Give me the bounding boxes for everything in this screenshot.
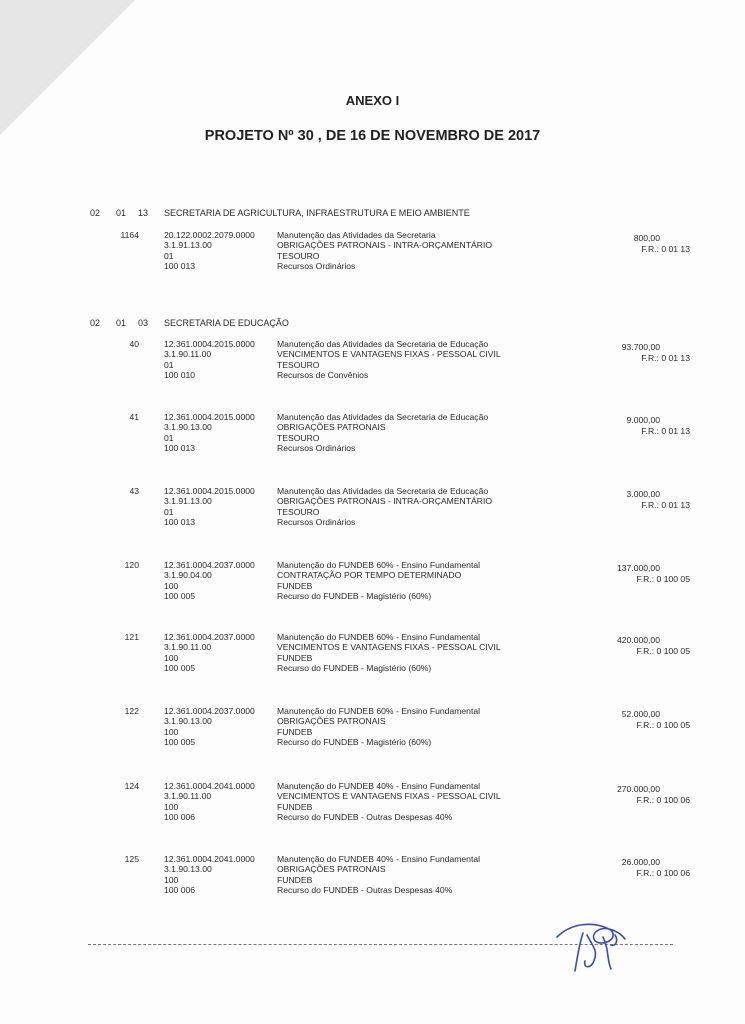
resource-code: 100 005 (164, 736, 196, 747)
entry-funding-source: F.R.: 0 100 06 (636, 868, 690, 878)
element-code: 3.1.90.11.00 (164, 642, 212, 653)
element-description: CONTRATAÇÃO POR TEMPO DETERMINADO (277, 570, 462, 581)
budget-entry (0, 632, 745, 680)
source-code: 100 (164, 874, 179, 885)
source-code: 100 (164, 652, 179, 663)
resource-description: Recurso do FUNDEB - Outras Despesas 40% (277, 811, 453, 822)
element-description: OBRIGAÇÕES PATRONAIS (277, 716, 386, 727)
budget-entry (0, 486, 745, 534)
entry-codes (164, 560, 255, 601)
entry-value: 137.000,00 (616, 563, 660, 573)
entry-number: 41 (129, 412, 139, 422)
program-description: Manutenção das Atividades da Secretaria de Educação (277, 412, 489, 422)
section-code-unit: 01 (116, 208, 127, 218)
source-code: 01 (164, 250, 174, 261)
entry-funding-source: F.R.: 0 100 06 (636, 795, 690, 805)
entry-value: 9.000,00 (626, 415, 660, 425)
entry-descriptions (277, 486, 492, 527)
program-code: 12.361.0004.2041.0000 (164, 854, 255, 864)
source-description: FUNDEB (277, 801, 313, 812)
signature (553, 915, 633, 977)
resource-description: Recurso do FUNDEB - Outras Despesas 40% (277, 884, 453, 895)
section-code-unit: 01 (116, 318, 127, 328)
source-code: 01 (164, 506, 174, 517)
entry-descriptions (277, 854, 480, 895)
resource-code: 100 013 (164, 260, 196, 271)
entry-value: 26.000,00 (621, 857, 660, 867)
element-code: 3.1.90.13.00 (164, 864, 212, 875)
entry-codes (164, 412, 255, 453)
entry-funding-source: F.R.: 0 01 13 (641, 244, 690, 254)
source-description: TESOURO (277, 250, 320, 261)
entry-number: 122 (124, 706, 139, 716)
annex-title: ANEXO I (345, 93, 400, 108)
program-code: 12.361.0004.2015.0000 (164, 486, 255, 496)
element-description: OBRIGAÇÕES PATRONAIS - INTRA-ORÇAMENTÁRIO (277, 496, 493, 507)
source-code: 01 (164, 432, 174, 443)
entry-number: 121 (124, 632, 139, 642)
program-description: Manutenção das Atividades da Secretaria de Educação (277, 339, 489, 349)
section-header (0, 208, 745, 222)
program-description: Manutenção do FUNDEB 60% - Ensino Fundamental (277, 706, 481, 716)
resource-description: Recurso do FUNDEB - Magistério (60%) (277, 736, 432, 747)
source-description: FUNDEB (277, 580, 313, 591)
element-code: 3.1.91.13.00 (164, 240, 212, 251)
entry-value: 52.000,00 (621, 709, 660, 719)
resource-code: 100 006 (164, 884, 196, 895)
entry-descriptions (277, 706, 480, 747)
entry-funding-source: F.R.: 0 100 05 (636, 646, 690, 656)
budget-entry (0, 854, 745, 902)
budget-entry (0, 560, 745, 608)
element-code: 3.1.90.04.00 (164, 570, 212, 581)
program-description: Manutenção do FUNDEB 40% - Ensino Fundamental (277, 781, 481, 791)
entry-number: 1164 (120, 230, 139, 240)
section-code-org: 02 (90, 318, 101, 328)
source-description: TESOURO (277, 506, 320, 517)
program-code: 12.361.0004.2015.0000 (164, 339, 255, 349)
program-description: Manutenção do FUNDEB 60% - Ensino Fundamental (277, 632, 481, 642)
entry-descriptions (277, 560, 480, 601)
entry-codes (164, 230, 255, 271)
element-code: 3.1.90.13.00 (164, 422, 212, 433)
program-code: 12.361.0004.2037.0000 (164, 560, 255, 570)
resource-code: 100 013 (164, 442, 196, 453)
entry-value: 420.000,00 (616, 635, 660, 645)
budget-entry (0, 230, 745, 278)
source-description: TESOURO (277, 359, 320, 370)
source-code: 100 (164, 580, 179, 591)
entry-codes (164, 632, 255, 673)
element-description: OBRIGAÇÕES PATRONAIS (277, 864, 386, 875)
program-code: 20.122.0002.2079.0000 (164, 230, 255, 240)
entry-descriptions (277, 632, 501, 673)
entry-descriptions (277, 339, 501, 380)
resource-code: 100 005 (164, 590, 196, 601)
section-name: SECRETARIA DE AGRICULTURA, INFRAESTRUTURA E MEIO AMBIENTE (164, 208, 470, 218)
entry-number: 124 (124, 781, 139, 791)
entry-value: 800,00 (633, 233, 660, 243)
budget-entry (0, 781, 745, 829)
element-code: 3.1.90.11.00 (164, 349, 212, 360)
section-code-sub: 13 (138, 208, 149, 218)
program-code: 12.361.0004.2037.0000 (164, 632, 255, 642)
entry-codes (164, 781, 255, 822)
entry-descriptions (277, 412, 488, 453)
entry-funding-source: F.R.: 0 01 13 (641, 353, 690, 363)
element-description: VENCIMENTOS E VANTAGENS FIXAS - PESSOAL CIVIL (277, 349, 501, 360)
resource-description: Recursos Ordinários (277, 260, 356, 271)
entry-number: 40 (129, 339, 139, 349)
element-code: 3.1.90.13.00 (164, 716, 212, 727)
section-code-sub: 03 (138, 318, 149, 328)
entry-number: 120 (124, 560, 139, 570)
program-description: Manutenção do FUNDEB 60% - Ensino Fundamental (277, 560, 481, 570)
element-description: VENCIMENTOS E VANTAGENS FIXAS - PESSOAL CIVIL (277, 791, 501, 802)
program-description: Manutenção das Atividades da Secretaria de Educação (277, 486, 489, 496)
program-code: 12.361.0004.2037.0000 (164, 706, 255, 716)
program-description: Manutenção das Atividades da Secretaria (277, 230, 436, 240)
program-description: Manutenção do FUNDEB 40% - Ensino Fundamental (277, 854, 481, 864)
entry-codes (164, 339, 255, 380)
element-description: OBRIGAÇÕES PATRONAIS - INTRA-ORÇAMENTÁRIO (277, 240, 493, 251)
entry-codes (164, 486, 255, 527)
resource-description: Recurso do FUNDEB - Magistério (60%) (277, 590, 432, 601)
element-description: OBRIGAÇÕES PATRONAIS (277, 422, 386, 433)
entry-descriptions (277, 781, 501, 822)
entry-value: 3.000,00 (626, 489, 660, 499)
budget-entry (0, 412, 745, 460)
entry-descriptions (277, 230, 492, 271)
entry-codes (164, 854, 255, 895)
program-code: 12.361.0004.2041.0000 (164, 781, 255, 791)
resource-description: Recursos Ordinários (277, 516, 356, 527)
resource-code: 100 010 (164, 369, 196, 380)
source-description: FUNDEB (277, 726, 313, 737)
source-code: 100 (164, 801, 179, 812)
section-name: SECRETARIA DE EDUCAÇÃO (164, 318, 289, 328)
entry-number: 43 (129, 486, 139, 496)
source-code: 100 (164, 726, 179, 737)
project-title: PROJETO Nº 30 , DE 16 DE NOVEMBRO DE 2017 (204, 128, 541, 144)
budget-entry (0, 339, 745, 387)
entry-number: 125 (124, 854, 139, 864)
element-code: 3.1.91.13.00 (164, 496, 212, 507)
entry-value: 93.700,00 (621, 342, 660, 352)
program-code: 12.361.0004.2015.0000 (164, 412, 255, 422)
entry-funding-source: F.R.: 0 01 13 (641, 500, 690, 510)
resource-code: 100 013 (164, 516, 196, 527)
entry-codes (164, 706, 255, 747)
element-code: 3.1.90.11.00 (164, 791, 212, 802)
section-code-org: 02 (90, 208, 101, 218)
source-description: FUNDEB (277, 652, 313, 663)
entry-funding-source: F.R.: 0 01 13 (641, 426, 690, 436)
source-code: 01 (164, 359, 174, 370)
source-description: FUNDEB (277, 874, 313, 885)
resource-description: Recursos Ordinários (277, 442, 356, 453)
resource-description: Recurso do FUNDEB - Magistério (60%) (277, 662, 432, 673)
folded-page-corner (0, 0, 135, 135)
section-header (0, 318, 745, 332)
entry-funding-source: F.R.: 0 100 05 (636, 720, 690, 730)
source-description: TESOURO (277, 432, 320, 443)
resource-code: 100 006 (164, 811, 196, 822)
budget-entry (0, 706, 745, 754)
resource-code: 100 005 (164, 662, 196, 673)
entry-value: 270.000,00 (616, 784, 660, 794)
element-description: VENCIMENTOS E VANTAGENS FIXAS - PESSOAL CIVIL (277, 642, 501, 653)
entry-funding-source: F.R.: 0 100 05 (636, 574, 690, 584)
resource-description: Recursos de Convênios (277, 369, 369, 380)
